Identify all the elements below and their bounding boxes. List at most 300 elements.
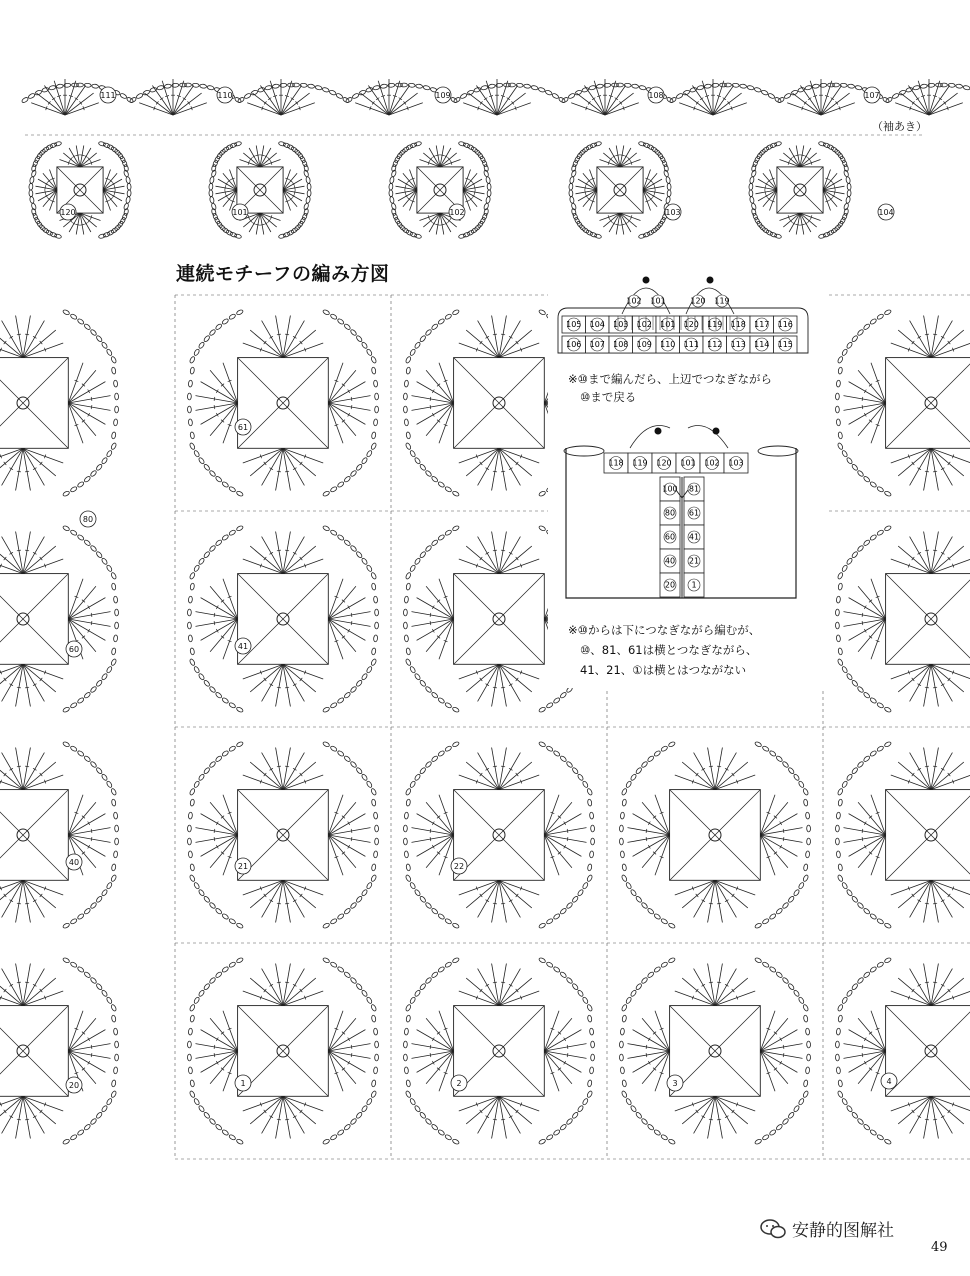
dc-stitch [439, 579, 454, 619]
motif-diagonal [0, 574, 68, 665]
dc-stitch [173, 93, 202, 115]
chain-stitch [437, 534, 445, 541]
dc-stitch [247, 103, 281, 115]
chain-stitch [747, 85, 755, 90]
dc-stitch [713, 86, 734, 116]
stitch-bar [717, 903, 721, 904]
dc-stitch [463, 103, 497, 115]
chain-stitch [775, 908, 783, 915]
chain-stitch [392, 213, 398, 221]
chain-stitch [884, 957, 892, 964]
dc-stitch [243, 880, 283, 895]
chain-stitch [802, 874, 809, 882]
chain-stitch [837, 1090, 844, 1098]
band-bottom-label: 109 [636, 340, 652, 349]
chain-stitch [370, 788, 377, 796]
chain-stitch [444, 486, 452, 493]
stitch-bar [399, 98, 402, 100]
band-bottom-label: 110 [660, 340, 676, 349]
chain-stitch [343, 692, 351, 699]
chain-stitch [884, 1138, 892, 1145]
dc-stitch [692, 86, 713, 116]
dc-stitch [210, 403, 238, 436]
chain-stitch [594, 141, 602, 146]
chain-stitch [784, 93, 792, 100]
chain-stitch [307, 190, 311, 197]
chain-stitch [307, 183, 311, 190]
dc-stitch [281, 86, 302, 116]
chain-stitch [805, 1028, 810, 1035]
chain-stitch [113, 635, 118, 642]
chain-stitch [793, 989, 800, 997]
band-bottom-label: 106 [566, 340, 582, 349]
chain-stitch [187, 838, 191, 845]
dc-stitch [931, 559, 970, 574]
chain-stitch [884, 706, 892, 713]
chain-stitch [444, 529, 452, 536]
chain-stitch [192, 83, 199, 87]
dc-stitch [31, 103, 65, 115]
dc-stitch [931, 1096, 970, 1111]
chain-stitch [749, 183, 753, 190]
chain-stitch [236, 1138, 244, 1145]
motif-number: 2 [456, 1079, 462, 1088]
dc-stitch [544, 802, 572, 835]
chain-stitch [851, 767, 858, 775]
chain-stitch [425, 545, 432, 552]
chain-stitch [62, 741, 70, 748]
stitch-bar [440, 225, 444, 226]
chain-stitch [818, 233, 826, 238]
stitch-bar [25, 903, 29, 904]
stitch-bar [268, 98, 271, 100]
chain-stitch [409, 1098, 416, 1106]
chain-stitch [838, 864, 843, 871]
chain-stitch [425, 329, 432, 336]
chain-stitch [373, 380, 378, 387]
motif-square [886, 574, 970, 665]
chain-stitch [234, 141, 242, 146]
band-top-label: 101 [660, 320, 676, 329]
dc-stitch [210, 619, 238, 652]
dc-stitch [858, 403, 886, 436]
chain-stitch [101, 457, 108, 465]
band-top-label: 117 [754, 320, 770, 329]
motif-square [0, 790, 68, 881]
chain-stitch [406, 799, 411, 806]
chain-stitch [343, 476, 351, 483]
body-top-label: 119 [632, 458, 648, 468]
stitch-bar [783, 1053, 784, 1057]
chain-stitch [302, 213, 308, 221]
chain-stitch [666, 196, 671, 203]
chain-stitch [647, 908, 655, 915]
stitch-bar [52, 98, 55, 100]
dc-stitch [929, 86, 950, 116]
chain-stitch [203, 335, 210, 343]
chain-stitch [149, 87, 157, 93]
chain-stitch [111, 1015, 116, 1022]
stitch-bar [501, 334, 505, 335]
chain-stitch [405, 572, 412, 580]
stitch-bar [723, 98, 726, 100]
chain-stitch [203, 983, 210, 991]
dc-stitch [499, 330, 532, 358]
chain-stitch [28, 93, 36, 100]
stitch-bar [214, 621, 215, 625]
chain-stitch [638, 141, 646, 146]
chain-stitch [837, 356, 844, 364]
dc-stitch [328, 403, 356, 436]
chain-stitch [857, 545, 864, 552]
dc-stitch [328, 835, 356, 868]
chain-stitch [221, 697, 229, 704]
dc-stitch [65, 86, 86, 116]
dc-stitch [499, 1096, 532, 1124]
dc-stitch [715, 880, 748, 908]
chain-stitch [212, 213, 218, 221]
chain-stitch [619, 825, 623, 832]
dc-stitch [250, 762, 283, 790]
dc-stitch [891, 559, 931, 574]
chain-stitch [538, 922, 546, 929]
chain-stitch [90, 545, 97, 552]
stitch-bar [925, 550, 929, 551]
chain-stitch [545, 89, 553, 95]
chain-stitch [444, 1134, 452, 1141]
chain-stitch [660, 961, 668, 968]
chain-stitch [209, 1118, 216, 1125]
stitch-bar [256, 225, 260, 226]
chain-stitch [83, 476, 91, 483]
dc-stitch [23, 1096, 63, 1111]
stitch-bar [925, 687, 929, 688]
chain-stitch [586, 1090, 593, 1098]
dc-stitch [173, 86, 194, 116]
chain-stitch [215, 692, 223, 699]
stitch-bar [17, 903, 21, 904]
stitch-bar [800, 155, 804, 156]
chain-stitch [371, 1080, 376, 1087]
chain-stitch [190, 432, 195, 439]
chain-stitch [812, 84, 819, 89]
motif-diagonal [886, 1006, 970, 1097]
dc-stitch [898, 978, 931, 1006]
chain-stitch [419, 1111, 426, 1119]
chain-stitch [905, 87, 913, 93]
motif-number: 80 [82, 515, 94, 524]
chain-stitch [190, 583, 195, 590]
dc-stitch [682, 762, 715, 790]
dc-stitch [891, 448, 931, 463]
chain-stitch [77, 697, 85, 704]
motif-diagonal [886, 574, 970, 665]
chain-stitch [373, 1028, 378, 1035]
stitch-bar [351, 1045, 352, 1049]
dc-stitch [715, 1096, 748, 1124]
dc-stitch [65, 93, 94, 115]
stitch-bar [295, 186, 296, 190]
stitch-bar [285, 550, 289, 551]
chain-stitch [458, 141, 466, 146]
dc-stitch [426, 586, 454, 619]
chain-stitch [203, 463, 210, 471]
chain-stitch [653, 1129, 661, 1136]
chain-stitch [823, 142, 831, 148]
dc-stitch [715, 880, 755, 895]
stitch-bar [700, 98, 703, 100]
stitch-bar [115, 186, 116, 190]
dc-stitch [23, 762, 56, 790]
chain-stitch [857, 329, 864, 336]
chain-stitch [538, 741, 546, 748]
chain-stitch [126, 196, 131, 203]
chain-stitch [857, 977, 864, 984]
chain-stitch [190, 1080, 195, 1087]
dc-stitch [792, 93, 821, 115]
chain-stitch [404, 851, 409, 858]
band-bottom-label: 107 [589, 340, 605, 349]
chain-stitch [531, 85, 539, 90]
stitch-bar [430, 613, 431, 617]
dc-stitch [476, 86, 497, 116]
dc-stitch [858, 619, 886, 652]
stitch-bar [925, 982, 929, 983]
sleeve-opening [758, 446, 798, 456]
chain-stitch [337, 318, 345, 325]
chain-stitch [361, 341, 368, 349]
chain-stitch [403, 1054, 407, 1061]
stitch-bar [430, 621, 431, 625]
chain-stitch [200, 84, 207, 89]
chain-stitch [203, 679, 210, 687]
dc-stitch [871, 1011, 886, 1051]
dc-stitch [328, 363, 343, 403]
chain-stitch [343, 539, 351, 546]
stitch-bar [351, 1053, 352, 1057]
dc-stitch [891, 880, 931, 895]
dc-stitch [283, 1096, 316, 1124]
chain-stitch [841, 450, 848, 458]
chain-stitch [846, 673, 853, 681]
chain-stitch [187, 609, 191, 616]
chain-stitch [228, 529, 236, 536]
chain-stitch [350, 329, 357, 336]
chain-stitch [841, 666, 848, 674]
dc-stitch [642, 835, 670, 868]
dc-stitch [466, 330, 499, 358]
chain-stitch [803, 799, 808, 806]
chain-stitch [847, 190, 851, 197]
chain-stitch [667, 183, 671, 190]
chain-stitch [70, 529, 78, 536]
body-top-label: 102 [704, 458, 720, 468]
chain-stitch [841, 1098, 848, 1106]
chain-stitch [840, 83, 847, 87]
chain-stitch [405, 442, 412, 450]
dc-stitch [0, 880, 23, 895]
band-top-label: 103 [613, 320, 629, 329]
chain-stitch [356, 679, 363, 687]
stitch-bar [916, 98, 919, 100]
dc-stitch [679, 103, 713, 115]
chain-stitch [343, 971, 351, 978]
stitch-bar [277, 687, 281, 688]
dc-stitch [760, 802, 788, 835]
dc-stitch [283, 775, 323, 790]
dc-stitch [439, 1011, 454, 1051]
chain-stitch [452, 741, 460, 748]
dc-stitch [800, 86, 821, 116]
chain-stitch [425, 977, 432, 984]
chain-stitch [366, 348, 373, 356]
dc-stitch [497, 103, 531, 115]
chain-stitch [236, 309, 244, 316]
chain-stitch [193, 780, 200, 788]
chain-stitch [215, 971, 223, 978]
chain-stitch [798, 882, 805, 890]
dc-stitch [715, 762, 748, 790]
chain-stitch [70, 702, 78, 709]
chain-stitch [630, 889, 637, 897]
chain-stitch [625, 882, 632, 890]
chain-stitch [596, 84, 603, 89]
chain-stitch [963, 85, 970, 90]
dc-stitch [283, 1096, 323, 1111]
chain-stitch [106, 564, 113, 572]
stitch-bar [620, 225, 624, 226]
chain-stitch [221, 913, 229, 920]
chain-stitch [361, 989, 368, 997]
front-label: 61 [688, 508, 700, 518]
chain-stitch [635, 767, 642, 775]
chain-stitch [370, 356, 377, 364]
dc-stitch [459, 448, 499, 463]
chain-stitch [404, 380, 409, 387]
stitch-bar [862, 829, 863, 833]
chain-stitch [373, 812, 378, 819]
chain-stitch [559, 971, 567, 978]
chain-stitch [668, 1138, 676, 1145]
chain-stitch [193, 450, 200, 458]
chain-stitch [546, 1134, 554, 1141]
chain-stitch [190, 1015, 195, 1022]
chain-stitch [630, 773, 637, 781]
dc-stitch [0, 775, 23, 790]
chain-stitch [833, 83, 840, 87]
chain-stitch [566, 902, 573, 909]
chain-stitch [365, 87, 373, 93]
chain-stitch [846, 773, 853, 781]
chain-stitch [228, 961, 236, 968]
chain-stitch [846, 1105, 853, 1113]
chain-stitch [337, 697, 345, 704]
chain-stitch [425, 902, 432, 909]
chain-stitch [403, 1041, 407, 1048]
chain-stitch [835, 825, 839, 832]
chain-stitch [29, 190, 33, 197]
chain-stitch [647, 755, 655, 762]
chain-stitch [803, 864, 808, 871]
chain-stitch [389, 196, 394, 203]
body-top-label: 101 [680, 458, 696, 468]
chain-stitch [96, 767, 103, 775]
chain-stitch [90, 761, 97, 768]
chain-stitch [236, 525, 244, 532]
stitch-bar [277, 982, 281, 983]
dc-stitch [760, 835, 775, 875]
dc-stitch [655, 1011, 670, 1051]
dc-stitch [23, 546, 56, 574]
chain-stitch [221, 966, 229, 973]
body-top-label: 120 [656, 458, 672, 468]
stitch-bar [285, 471, 289, 472]
chain-stitch [370, 572, 377, 580]
dc-stitch [283, 978, 316, 1006]
chain-stitch [836, 851, 841, 858]
chain-stitch [405, 874, 412, 882]
dc-stitch [715, 1096, 755, 1111]
chain-stitch [110, 1004, 117, 1012]
stitch-bar [507, 98, 510, 100]
dc-stitch [328, 802, 356, 835]
chain-stitch [198, 773, 205, 781]
dc-stitch [871, 363, 886, 403]
chain-stitch [337, 534, 345, 541]
chain-stitch [437, 1129, 445, 1136]
stitch-bar [862, 837, 863, 841]
chain-stitch [876, 745, 884, 752]
dc-stitch [898, 546, 931, 574]
arc-label: 119 [714, 296, 730, 306]
chain-stitch [582, 780, 589, 788]
chain-stitch [775, 1124, 783, 1131]
chain-stitch [948, 83, 955, 87]
chain-stitch [221, 534, 229, 541]
chain-stitch [798, 996, 805, 1004]
dc-stitch [426, 403, 454, 436]
dc-stitch [675, 1096, 715, 1111]
chain-stitch [838, 648, 843, 655]
dc-stitch [499, 762, 532, 790]
chain-stitch [106, 450, 113, 458]
chain-stitch [350, 470, 357, 477]
stitch-bar [783, 829, 784, 833]
motif-square [0, 358, 68, 449]
chain-stitch [641, 977, 648, 984]
chain-stitch [553, 697, 561, 704]
chain-stitch [375, 825, 379, 832]
chain-stitch [188, 635, 193, 642]
stitch-bar [615, 98, 618, 100]
chain-stitch [577, 989, 584, 997]
dc-stitch [821, 86, 842, 116]
chain-stitch [836, 596, 841, 603]
chain-stitch [101, 341, 108, 349]
chain-stitch [142, 89, 150, 95]
chain-stitch [70, 918, 78, 925]
chain-stitch [366, 564, 373, 572]
chain-stitch [577, 1105, 584, 1113]
dc-stitch [68, 1011, 83, 1051]
chain-stitch [437, 750, 445, 757]
motif-number: 109 [435, 91, 451, 100]
chain-stitch [70, 313, 78, 320]
chain-stitch [621, 1090, 628, 1098]
dc-stitch [243, 1096, 283, 1111]
arc-label: 120 [690, 296, 706, 306]
dc-stitch [250, 448, 283, 476]
